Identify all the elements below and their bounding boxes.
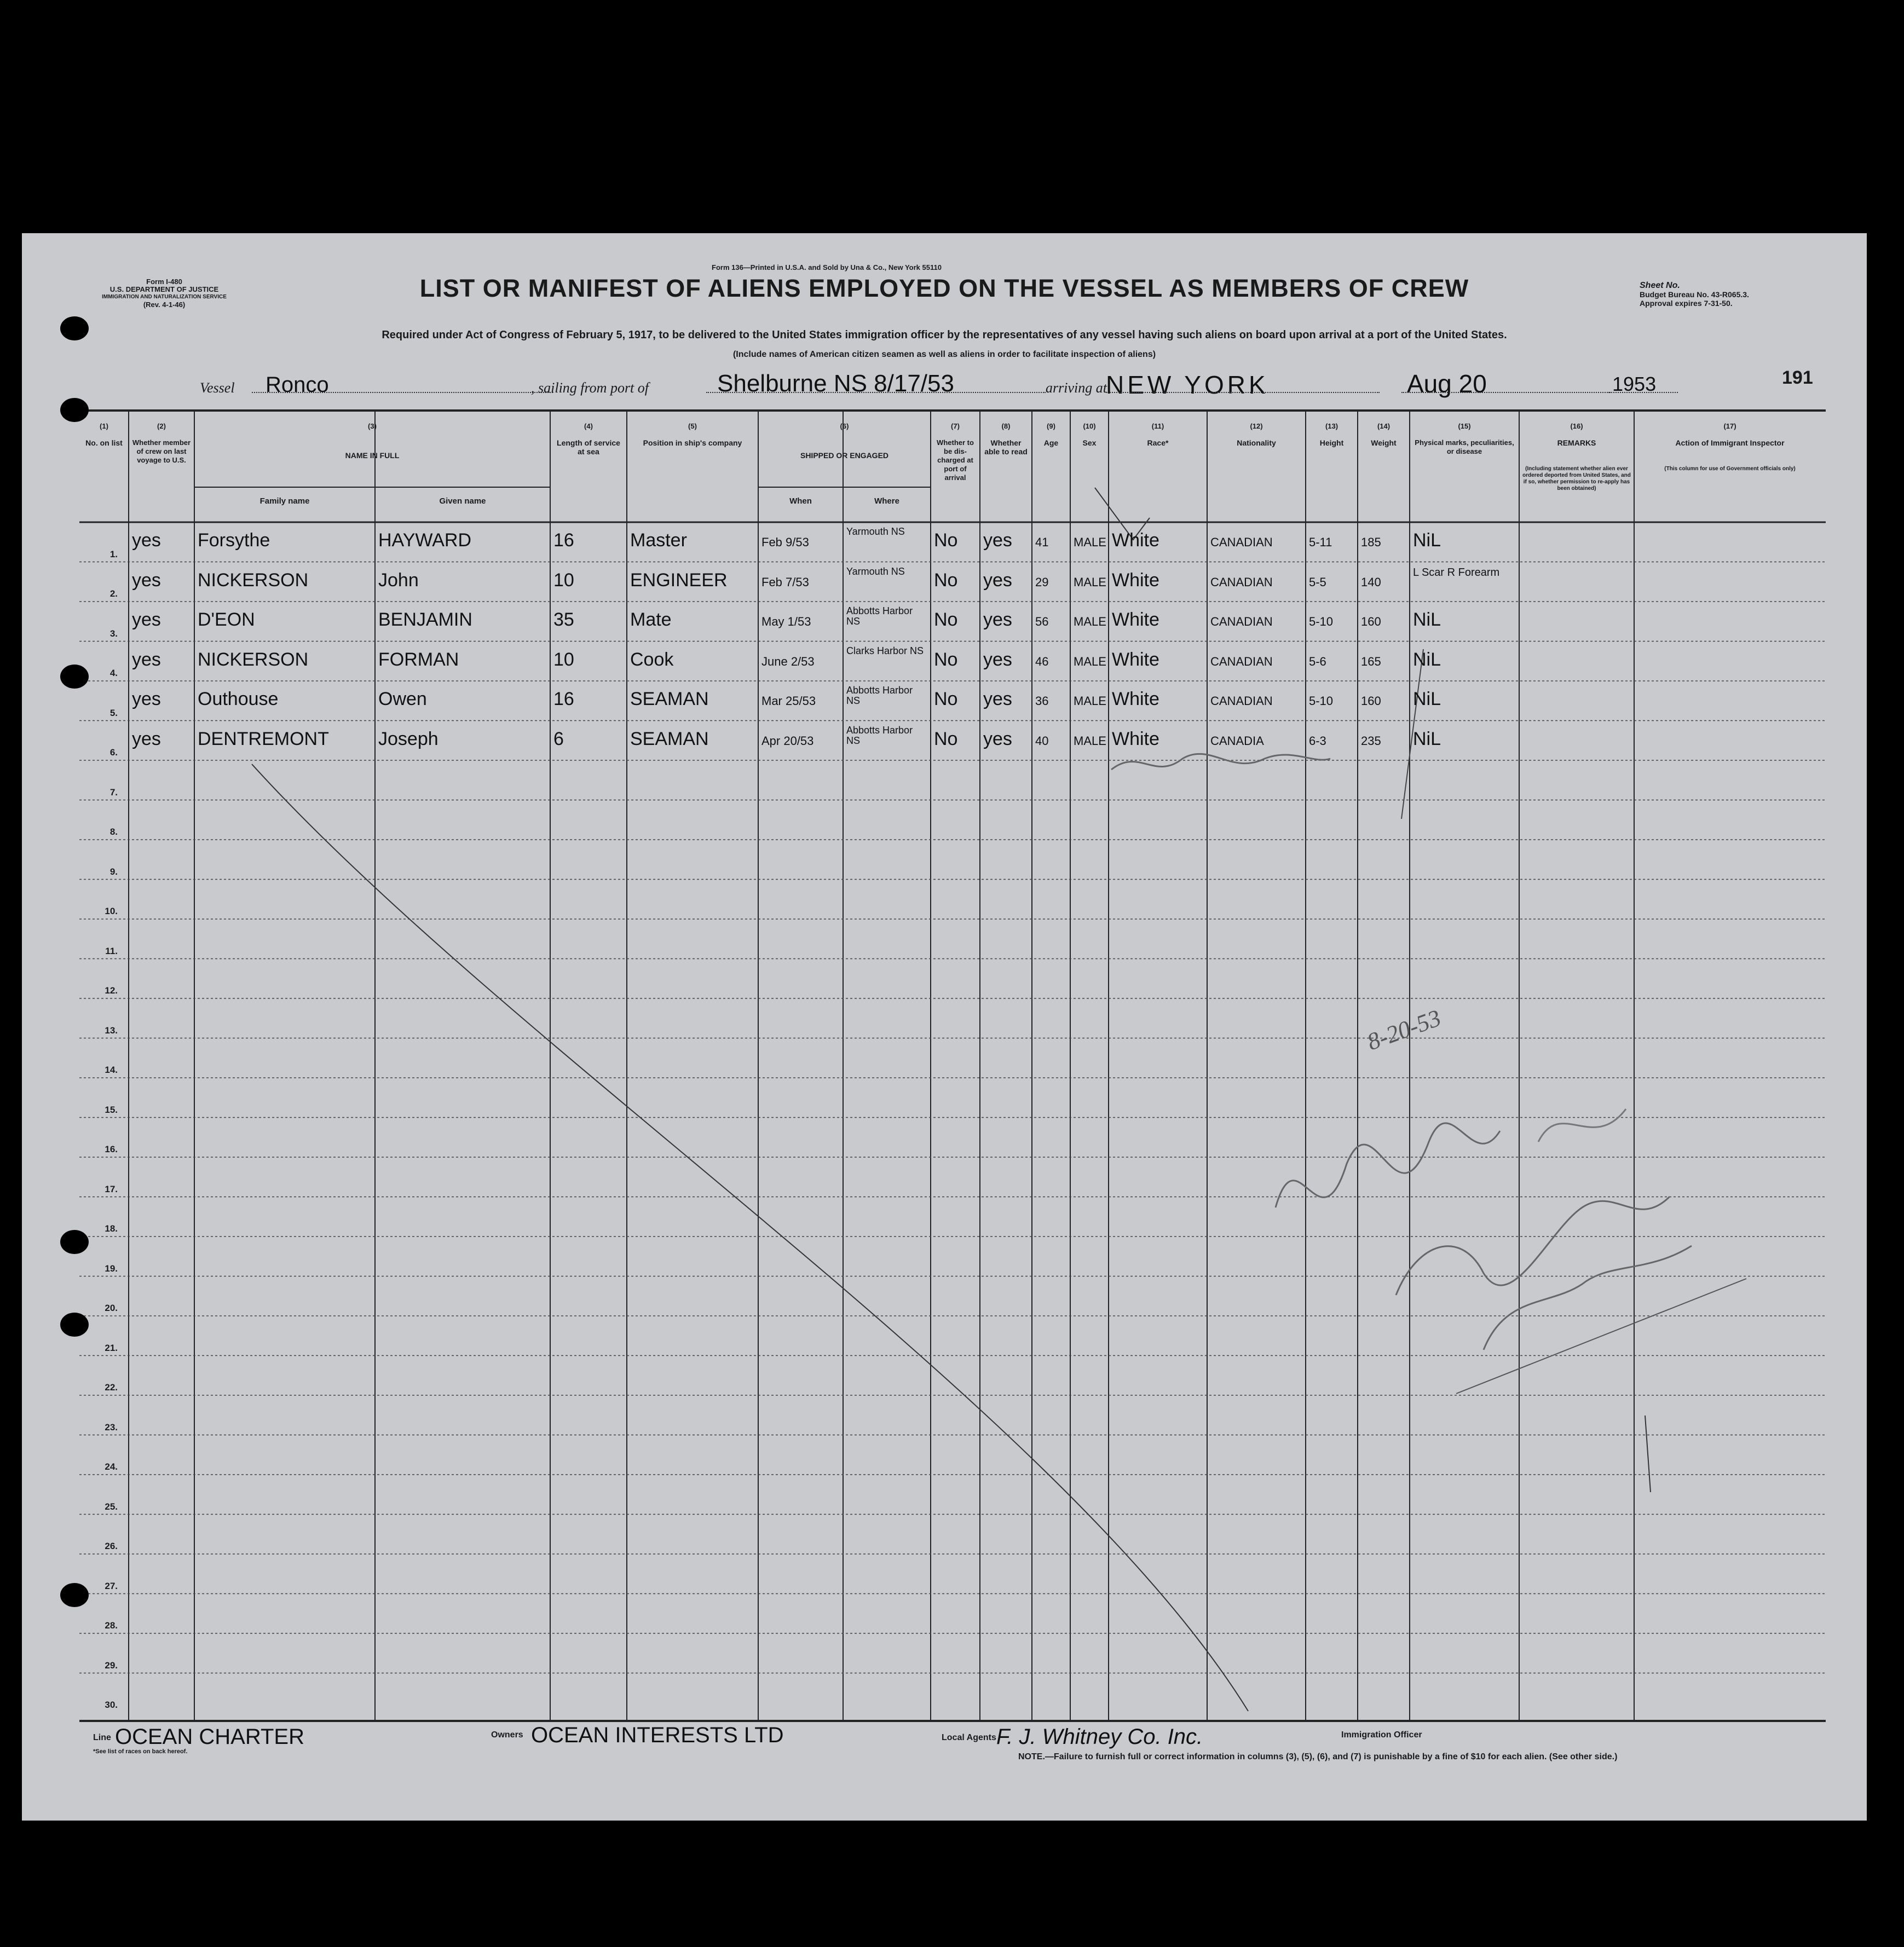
row-number: 5. [109,707,118,718]
manifest-sheet [22,233,1867,1821]
column-subheader: When [789,496,812,506]
crew-prev-cell: yes [132,609,161,630]
column-header: NAME IN FULL [345,451,400,460]
row-number: 7. [109,787,118,798]
inspector-initials [1106,742,1336,786]
column-number: (1) [100,422,108,430]
column-subheader: Family name [259,496,310,506]
column-number: (9) [1047,422,1055,430]
column-number: (10) [1083,422,1096,430]
row-number: 17. [105,1183,118,1194]
row-number: 16. [105,1144,118,1154]
crew-when-cell: Feb 9/53 [761,535,809,549]
crew-nationality-cell: CANADIAN [1210,575,1273,589]
revision: (Rev. 4-1-46) [143,301,186,309]
row-number: 26. [105,1541,118,1551]
column-number: (7) [951,422,960,430]
row-number: 25. [105,1501,118,1512]
row-number: 10. [105,906,118,916]
crew-where-cell: Abbotts Harbor NS [846,685,913,706]
column-number: (3) [368,422,377,430]
crew-family-cell: D'EON [198,609,255,630]
inclusion-note: (Include names of American citizen seamen as well as aliens in order to facilitate inspection of aliens) [732,350,1156,359]
crew-age-cell: 46 [1035,654,1049,668]
port-from: Shelburne NS 8/17/53 [717,370,954,397]
crew-marks-cell: NiL [1413,609,1441,630]
column-subheader: Where [874,496,899,506]
crew-weight-cell: 160 [1361,615,1381,628]
crew-age-cell: 29 [1035,575,1049,589]
column-number: (16) [1570,422,1583,430]
column-header: Nationality [1237,438,1276,447]
footer-note: NOTE.—Failure to furnish full or correct information in columns (3), (5), (6), and (7) is punishable by a fine of $10 for each alien. (See other side.) [1018,1752,1618,1761]
crew-age-cell: 40 [1035,733,1049,748]
arriving-label: arriving at [1046,380,1107,396]
crew-when-cell: May 1/53 [761,615,811,628]
column-header: Action of Immigrant Inspector [1675,438,1785,447]
column-header: Whether to be dis-charged at port of arrival [937,438,974,482]
crew-race-cell: White [1112,530,1159,551]
sailing-label: , sailing from port of [531,380,649,396]
column-header-note: (This column for use of Government officials only) [1664,466,1796,472]
races-note: *See list of races on back hereof. [93,1748,188,1755]
arrival-year: 1953 [1612,373,1657,395]
crew-position-cell: ENGINEER [630,569,728,591]
crew-height-cell: 5-6 [1309,654,1326,668]
crew-read-cell: yes [983,689,1012,709]
crew-position-cell: Mate [630,609,672,630]
crew-position-cell: Master [630,530,687,551]
crew-marks-cell: L Scar R Forearm [1413,566,1500,579]
owners-name: OCEAN INTERESTS LTD [531,1723,784,1747]
crew-nationality-cell: CANADIAN [1210,654,1273,668]
crew-prev-cell: yes [132,569,161,591]
crew-where-cell: Yarmouth NS [846,566,905,577]
crew-sex-cell: MALE [1074,654,1106,668]
column-header: SHIPPED OR ENGAGED [800,451,889,460]
crew-race-cell: White [1112,609,1159,630]
row-number: 6. [109,747,118,758]
department: U.S. DEPARTMENT OF JUSTICE [109,285,219,293]
column-number: (12) [1250,422,1263,430]
crew-position-cell: SEAMAN [630,728,709,749]
crew-nationality-cell: CANADIAN [1210,694,1273,708]
requirement-text: Required under Act of Congress of February 5, 1917, to be delivered to the United States immigration officer by the representatives of any vessel having such aliens on board upon arrival at a port of the United States. [382,329,1507,341]
column-header: REMARKS [1557,438,1596,447]
binder-hole [60,1230,89,1254]
crew-age-cell: 41 [1035,535,1049,549]
agents-name: F. J. Whitney Co. Inc. [996,1725,1203,1749]
crew-height-cell: 5-11 [1309,535,1332,549]
approval-expiry: Approval expires 7-31-50. [1640,299,1733,308]
column-header: Race* [1147,438,1169,447]
column-header: Length of service at sea [557,438,620,456]
crew-prev-cell: yes [132,649,161,670]
row-number: 28. [105,1620,118,1631]
row-number: 18. [105,1223,118,1234]
page-number: 191 [1782,367,1813,388]
crew-where-cell: Yarmouth NS [846,527,905,537]
crew-weight-cell: 235 [1361,733,1381,748]
crew-prev-cell: yes [132,530,161,551]
row-number: 23. [105,1422,118,1432]
crew-nationality-cell: CANADIAN [1210,615,1273,628]
crew-given-cell: FORMAN [378,649,459,670]
crew-service-cell: 10 [553,569,574,591]
crew-family-cell: Forsythe [198,530,270,551]
crew-race-cell: White [1112,689,1159,709]
column-number: (4) [584,422,593,430]
crew-race-cell: White [1112,728,1159,749]
row-number: 20. [105,1303,118,1313]
row-number: 19. [105,1263,118,1274]
crew-race-cell: White [1112,569,1159,591]
line-label: Line [93,1733,111,1742]
crew-position-cell: SEAMAN [630,689,709,709]
form-number: Form I-480 [146,278,182,286]
crew-service-cell: 16 [553,689,574,709]
column-header: Weight [1371,438,1397,447]
page-title: LIST OR MANIFEST OF ALIENS EMPLOYED ON THE VESSEL AS MEMBERS OF CREW [419,274,1469,302]
crew-position-cell: Cook [630,649,674,670]
budget-bureau: Budget Bureau No. 43-R065.3. [1640,290,1749,299]
column-header: Height [1319,438,1344,447]
printer-line: Form 136—Printed in U.S.A. and Sold by Una & Co., New York 55110 [712,263,942,271]
crew-service-cell: 10 [553,649,574,670]
crew-discharged-cell: No [934,530,958,551]
binder-hole [60,398,89,422]
crew-family-cell: Outhouse [198,689,279,709]
row-number: 8. [109,827,118,837]
crew-weight-cell: 140 [1361,575,1381,589]
crew-height-cell: 5-10 [1309,615,1334,628]
pen-stroke [1645,1416,1651,1492]
crew-given-cell: John [378,569,419,591]
agents-label: Local Agents [942,1733,996,1742]
row-number: 30. [105,1700,118,1710]
row-number: 29. [105,1660,118,1671]
crew-read-cell: yes [983,728,1012,749]
binder-hole [60,1313,89,1337]
row-number: 3. [109,628,118,639]
row-number: 2. [109,588,118,599]
crew-service-cell: 6 [553,728,564,749]
vessel-name: Ronco [266,373,329,397]
crew-when-cell: Apr 20/53 [761,733,814,748]
column-header: Age [1043,438,1059,447]
crew-marks-cell: NiL [1413,728,1441,749]
arrival-date: Aug 20 [1407,369,1487,398]
row-number: 24. [105,1461,118,1472]
crew-discharged-cell: No [934,689,958,709]
crew-sex-cell: MALE [1074,733,1106,748]
binder-hole [60,1583,89,1607]
crew-age-cell: 36 [1035,694,1049,708]
immigration-officer-label: Immigration Officer [1341,1730,1422,1740]
crew-weight-cell: 160 [1361,694,1381,708]
crew-given-cell: BENJAMIN [378,609,472,630]
crew-where-cell: Abbotts Harbor NS [846,725,913,746]
cancel-stroke [252,764,1248,1711]
service: IMMIGRATION AND NATURALIZATION SERVICE [102,294,227,300]
crew-marks-cell: NiL [1413,530,1441,551]
binder-hole [60,316,89,340]
column-header: Sex [1082,438,1097,447]
column-header: Whether able to read [984,438,1028,456]
crew-given-cell: Owen [378,689,427,709]
crew-height-cell: 5-5 [1309,575,1326,589]
column-number: (14) [1377,422,1391,430]
crew-prev-cell: yes [132,728,161,749]
column-number: (11) [1151,422,1164,430]
inspection-date-mark: 8-20-53 [1363,1004,1445,1056]
row-number: 13. [105,1025,118,1036]
crew-where-cell: Clarks Harbor NS [846,645,924,656]
column-number: (13) [1325,422,1338,430]
crew-where-cell: Abbotts Harbor NS [846,606,913,627]
crew-discharged-cell: No [934,649,958,670]
crew-when-cell: June 2/53 [761,654,815,668]
row-number: 27. [105,1580,118,1591]
crew-weight-cell: 165 [1361,654,1381,668]
crew-sex-cell: MALE [1074,535,1106,549]
crew-marks-cell: NiL [1413,689,1441,709]
column-header: Physical marks, peculiarities, or disease [1415,438,1514,455]
row-number: 9. [109,866,118,877]
owners-label: Owners [491,1730,523,1740]
crew-read-cell: yes [983,569,1012,591]
crew-sex-cell: MALE [1074,615,1106,628]
sheet-no-label: Sheet No. [1640,281,1680,290]
crew-discharged-cell: No [934,728,958,749]
column-header: No. on list [85,438,123,447]
column-number: (17) [1723,422,1736,430]
column-header: Whether member of crew on last voyage to U.S. [132,438,191,464]
crew-height-cell: 6-3 [1309,733,1326,748]
column-number: (15) [1458,422,1471,430]
crew-nationality-cell: CANADIAN [1210,535,1273,549]
crew-service-cell: 16 [553,530,574,551]
crew-prev-cell: yes [132,689,161,709]
binder-hole [60,665,89,689]
crew-sex-cell: MALE [1074,694,1106,708]
crew-when-cell: Mar 25/53 [761,694,816,708]
crew-sex-cell: MALE [1074,575,1106,589]
crew-race-cell: White [1112,649,1159,670]
crew-weight-cell: 185 [1361,535,1381,549]
row-number: 21. [105,1342,118,1353]
column-number: (6) [840,422,849,430]
row-number: 22. [105,1382,118,1393]
row-number: 4. [109,668,118,678]
crew-service-cell: 35 [553,609,574,630]
column-subheader: Given name [439,496,486,506]
column-number: (2) [157,422,166,430]
crew-read-cell: yes [983,609,1012,630]
crew-read-cell: yes [983,649,1012,670]
port-to: NEW YORK [1106,371,1269,399]
column-number: (5) [688,422,697,430]
crew-read-cell: yes [983,530,1012,551]
crew-nationality-cell: CANADIA [1210,733,1264,748]
row-number: 14. [105,1065,118,1075]
crew-age-cell: 56 [1035,615,1049,628]
crew-marks-cell: NiL [1413,649,1441,670]
crew-discharged-cell: No [934,609,958,630]
crew-family-cell: DENTREMONT [198,728,329,749]
inspector-signature [1254,1065,1746,1372]
line-name: OCEAN CHARTER [115,1725,304,1749]
row-number: 12. [105,985,118,996]
row-number: 15. [105,1104,118,1115]
crew-family-cell: NICKERSON [198,569,309,591]
crew-given-cell: Joseph [378,728,439,749]
crew-given-cell: HAYWARD [378,530,471,551]
column-header: Position in ship's company [643,438,742,447]
row-number: 11. [105,945,118,956]
crew-family-cell: NICKERSON [198,649,309,670]
crew-when-cell: Feb 7/53 [761,575,809,589]
row-number: 1. [109,548,118,559]
crew-height-cell: 5-10 [1309,694,1334,708]
column-header-note: (Including statement whether alien ever ordered deported from United States, and if so, whether permission to re-apply has been obtained) [1522,466,1631,492]
vessel-label: Vessel [200,380,235,396]
column-number: (8) [1001,422,1011,430]
crew-discharged-cell: No [934,569,958,591]
